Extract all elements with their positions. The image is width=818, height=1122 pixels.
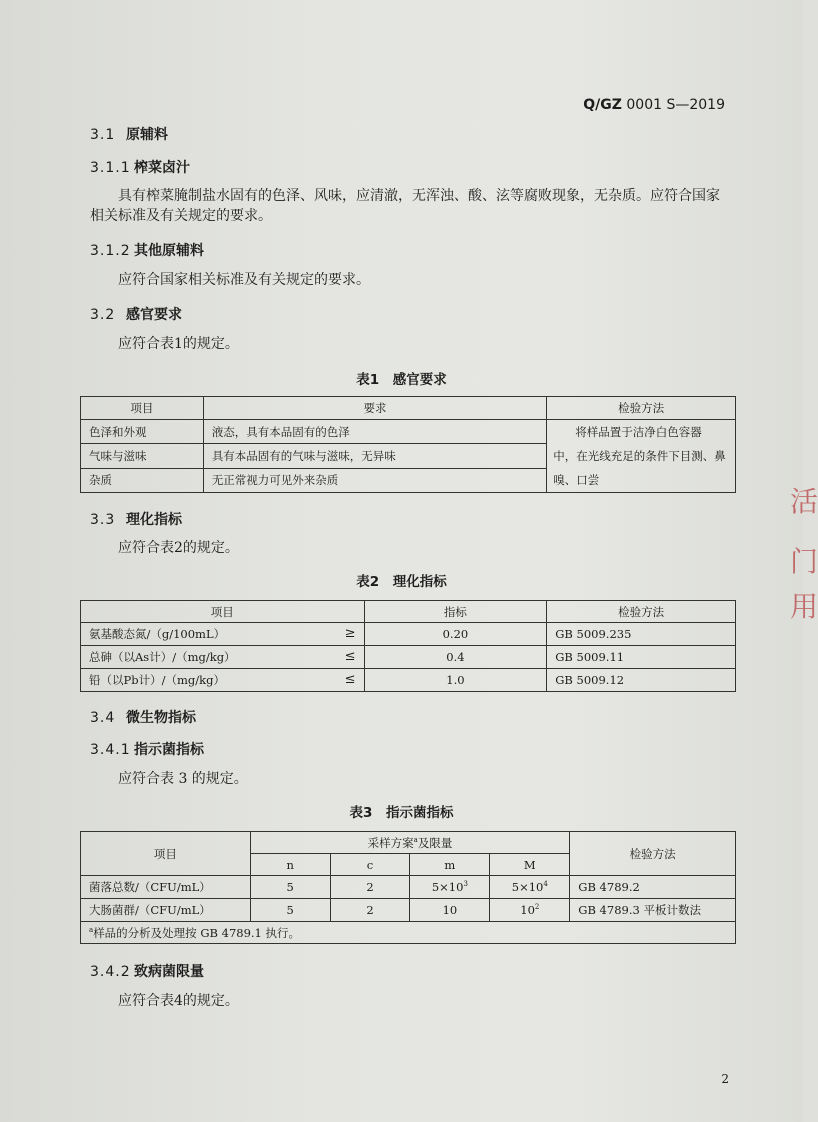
lte-symbol: ≤: [344, 649, 356, 664]
table3-row2-item: 大肠菌群/（CFU/mL）: [81, 899, 251, 922]
table2-row1-value: 0.20: [364, 623, 547, 646]
table3-footnote: $^a$样品的分析及处理按 GB 4789.1 执行。: [81, 922, 736, 944]
stamp-fragment-2: 门: [790, 545, 818, 578]
table1-row2-item: 气味与滋味: [81, 444, 204, 468]
table3-subheader-m: m: [410, 854, 490, 876]
table3: [80, 831, 736, 944]
document-code: Q/GZ 0001 S—2019: [583, 97, 725, 113]
section-3-1-1-paragraph-line2: 相关标准及有关规定的要求。: [90, 208, 272, 224]
table1-caption: 表1 感官要求: [356, 372, 447, 388]
table3-row2-method: GB 4789.3 平板计数法: [570, 899, 736, 922]
table3-subheader-M: M: [490, 854, 570, 876]
table3-row2-m: 10: [410, 899, 490, 922]
section-3-2-paragraph: 应符合表1的规定。: [118, 336, 239, 352]
table2-row3-value: 1.0: [364, 669, 547, 692]
table2-header-method: 检验方法: [547, 601, 736, 623]
table3-subheader-c: c: [330, 854, 410, 876]
table2: [80, 600, 736, 692]
table3-row1-item: 菌落总数/（CFU/mL）: [81, 876, 251, 899]
table3-caption: 表3 指示菌指标: [349, 805, 454, 821]
table3-row1-m: $5\times 10^3$: [410, 876, 490, 899]
stamp-fragment-1: 活: [790, 485, 818, 518]
section-3-1-1-paragraph-line1: 具有榨菜腌制盐水固有的色泽、风味，应清澈，无浑浊、酸、泫等腐败现象，无杂质。应符合国家: [118, 188, 720, 204]
section-3-4-1-heading: 3.4.1 指示菌指标: [90, 742, 204, 758]
table1-method-line1: 将样品置于洁净白色容器: [575, 425, 702, 439]
section-3-2-heading: 3.2 感官要求: [90, 307, 182, 323]
table3-row2-c: 2: [330, 899, 410, 922]
table2-row3-item: 铅（以Pb计）/（mg/kg） ≤: [81, 669, 365, 692]
table2-row2-method: GB 5009.11: [547, 646, 736, 669]
section-3-1-heading: 3.1 原辅料: [90, 127, 168, 143]
section-3-4-heading: 3.4 微生物指标: [90, 710, 196, 726]
section-3-3-heading: 3.3 理化指标: [90, 512, 182, 528]
section-3-1-2-paragraph: 应符合国家相关标准及有关规定的要求。: [118, 272, 370, 288]
table3-header-method: 检验方法: [570, 832, 736, 876]
table2-row2-value: 0.4: [364, 646, 547, 669]
table1-row3-item: 杂质: [81, 468, 204, 492]
table3-row2-n: 5: [250, 899, 330, 922]
table2-row1-item: 氨基酸态氮/（g/100mL） ≥: [81, 623, 365, 646]
table2-row1-method: GB 5009.235: [547, 623, 736, 646]
page-number: 2: [721, 1072, 729, 1086]
table2-row3-method: GB 5009.12: [547, 669, 736, 692]
table2-row2-item: 总砷（以As计）/（mg/kg） ≤: [81, 646, 365, 669]
table1-method-line2: 中，在光线充足的条件下目测、鼻: [553, 449, 726, 463]
table3-header-sampling-plan: 采样方案$^a$及限量: [250, 832, 570, 854]
section-3-4-2-heading: 3.4.2 致病菌限量: [90, 964, 204, 980]
table3-row1-M: $5\times 10^4$: [490, 876, 570, 899]
section-3-1-2-heading: 3.1.2 其他原辅料: [90, 243, 204, 259]
table1-row1-requirement: 液态，具有本品固有的色泽: [203, 420, 546, 444]
table1-method-cell: [547, 420, 736, 493]
table2-header-item: 项目: [81, 601, 365, 623]
stamp-fragment-3: 用: [790, 590, 818, 623]
section-3-4-2-paragraph: 应符合表4的规定。: [118, 993, 239, 1009]
table1-row1-item: 色泽和外观: [81, 420, 204, 444]
table3-row1-n: 5: [250, 876, 330, 899]
section-3-4-1-paragraph: 应符合表 3 的规定。: [118, 771, 248, 787]
table1-header-method: 检验方法: [547, 397, 736, 420]
table3-row1-c: 2: [330, 876, 410, 899]
table2-caption: 表2 理化指标: [356, 574, 447, 590]
table3-row1-method: GB 4789.2: [570, 876, 736, 899]
section-3-1-1-heading: 3.1.1 榨菜卤汁: [90, 160, 190, 176]
table1-header-requirement: 要求: [203, 397, 546, 420]
table3-header-item: 项目: [81, 832, 251, 876]
section-3-3-paragraph: 应符合表2的规定。: [118, 540, 239, 556]
table1-header-item: 项目: [81, 397, 204, 420]
table1: [80, 396, 736, 493]
table1-row3-requirement: 无正常视力可见外来杂质: [203, 468, 546, 492]
table3-subheader-n: n: [250, 854, 330, 876]
lte-symbol: ≤: [344, 672, 356, 687]
table3-row2-M: $10^2$: [490, 899, 570, 922]
gte-symbol: ≥: [344, 626, 356, 641]
table1-row2-requirement: 具有本品固有的气味与滋味，无异味: [203, 444, 546, 468]
table2-header-index: 指标: [364, 601, 547, 623]
table1-method-line3: 嗅、口尝: [553, 473, 600, 487]
